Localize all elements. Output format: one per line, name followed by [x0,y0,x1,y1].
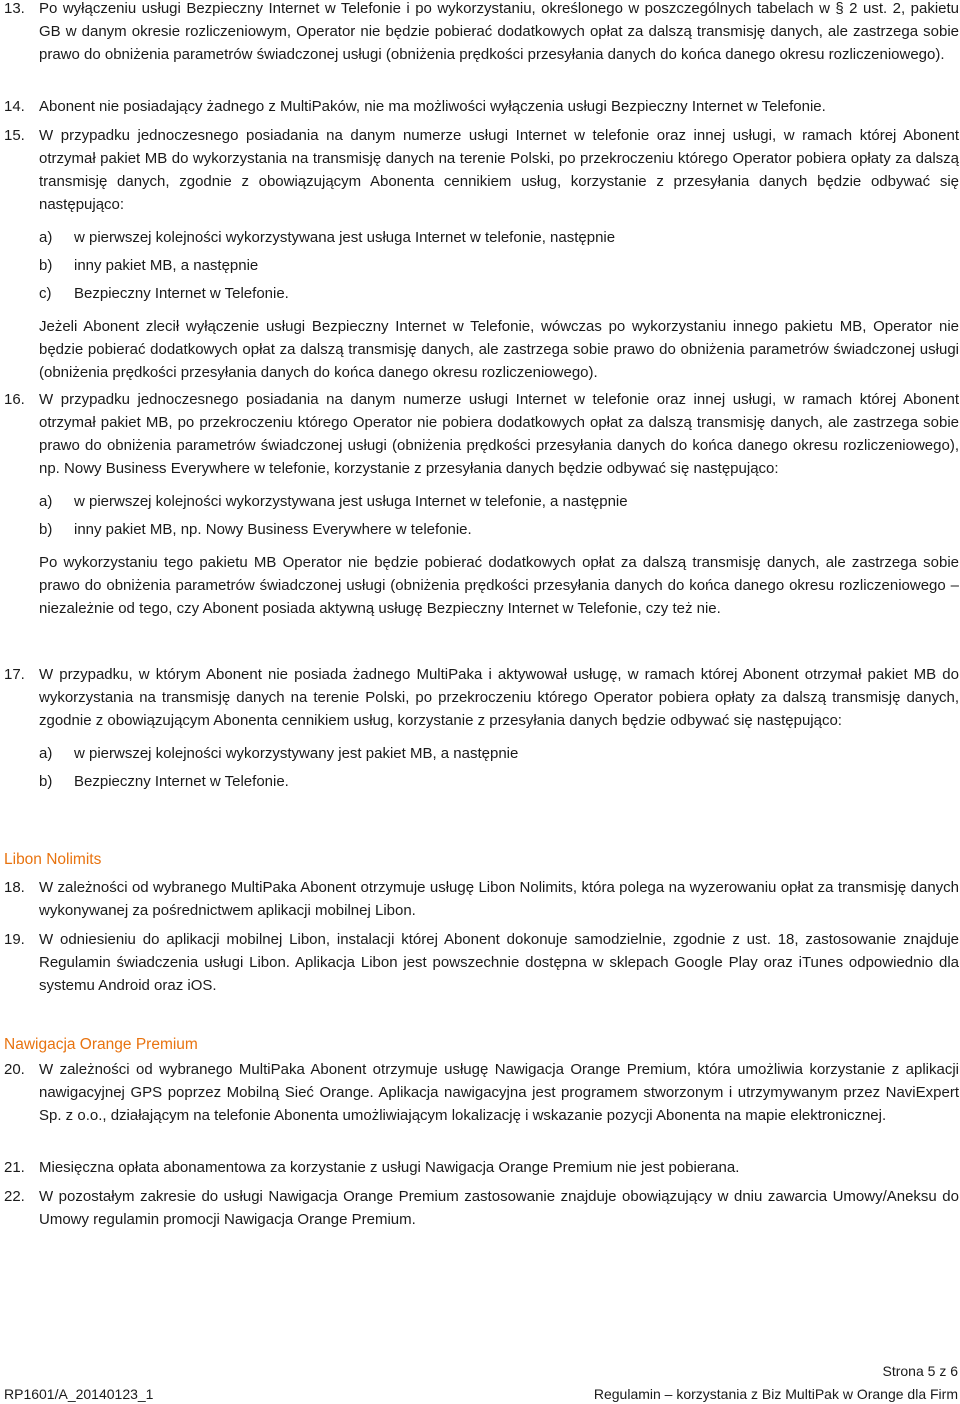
item-text: Miesięczna opłata abonamentowa za korzystanie z usługi Nawigacja Orange Premium nie jest pobierana. [39,1159,740,1176]
item-number: 13. [4,0,25,17]
item-followup-text: Po wykorzystaniu tego pakietu MB Operator nie będzie pobierać dodatkowych opłat za dalszą transmisję danych, ale zastrzega sobie prawo do obniżenia parametrów świadczonej usługi (obniżenia prędkości przesyłania danych do końca danego okresu rozliczeniowego – niezależnie od tego, czy Abonent posiada aktywną usługę Bezpieczny Internet w Telefonie, czy też nie. [39,554,959,617]
item-number: 16. [4,391,25,408]
paragraph-14 [4,95,959,118]
item-followup-text: Jeżeli Abonent zlecił wyłączenie usługi Bezpieczny Internet w Telefonie, wówczas po wykorzystaniu innego pakietu MB, Operator nie będzie pobierać dodatkowych opłat za dalszą transmisję danych, ale zastrzega sobie prawo do obniżenia parametrów świadczonej usługi (obniżenia prędkości przesyłania danych do końca danego okresu rozliczeniowego). [39,318,959,381]
document-code: RP1601/A_20140123_1 [4,1386,154,1402]
item-number: 22. [4,1188,25,1205]
paragraph-13 [4,0,959,66]
item-text: Abonent nie posiadający żadnego z MultiPaków, nie ma możliwości wyłączenia usługi Bezpieczny Internet w Telefonie. [39,98,826,115]
section-heading-libon: Libon Nolimits [4,851,102,868]
item-number: 19. [4,931,25,948]
subitem-a [39,226,959,249]
item-text: W pozostałym zakresie do usługi Nawigacja Orange Premium zastosowanie znajduje obowiązujący w dniu zawarcia Umowy/Aneksu do Umowy regulamin promocji Nawigacja Orange Premium. [39,1188,959,1228]
paragraph-18 [4,876,959,922]
subitem-a [39,742,959,765]
subitem-text: Bezpieczny Internet w Telefonie. [74,773,289,790]
subitem-b [39,518,959,541]
subitem-b [39,254,959,277]
subitem-text: w pierwszej kolejności wykorzystywana jest usługa Internet w telefonie, następnie [74,229,616,246]
item-text: W przypadku jednoczesnego posiadania na danym numerze usługi Internet w telefonie oraz innej usługi, w ramach której Abonent otrzymał pakiet MB, po przekroczeniu którego Operator nie pobiera dodatkowych opłat za dalszą transmisję danych, ale zastrzega sobie prawo do obniżenia parametrów świadczonej usługi (obniżenia prędkości przesyłania danych do końca danego okresu rozliczeniowego), np. Nowy Business Everywhere w telefonie, korzystanie z przesyłania danych będzie odbywać się następująco: [39,391,959,477]
item-number: 15. [4,127,25,144]
subitem-letter: a) [39,493,53,510]
item-text: W przypadku jednoczesnego posiadania na danym numerze usługi Internet w telefonie oraz innej usługi, w ramach której Abonent otrzymał pakiet MB do wykorzystania na transmisję danych na terenie Polski, po przekroczeniu którego Operator pobiera opłaty za dalszą transmisję danych, zgodnie z obowiązującym Abonenta cennikiem usług, korzystanie z przesyłania danych będzie odbywać się następująco: [39,127,959,213]
item-text: W przypadku, w którym Abonent nie posiada żadnego MultiPaka i aktywował usługę, w ramach której Abonent otrzymał pakiet MB do wykorzystania na transmisję danych na terenie Polski, po przekroczeniu którego Operator pobiera opłaty za dalszą transmisję danych, zgodnie z obowiązującym Abonenta cennikiem usług, korzystanie z przesyłania danych będzie odbywać się następująco: [39,666,959,729]
subitem-letter: c) [39,285,52,302]
paragraph-21 [4,1156,959,1179]
item-text: W zależności od wybranego MultiPaka Abonent otrzymuje usługę Libon Nolimits, która polega na wyzerowaniu opłat za transmisję danych wykonywanej za pośrednictwem aplikacji mobilnej Libon. [39,879,959,919]
paragraph-16 [4,388,959,620]
subitem-letter: a) [39,745,53,762]
document-title: Regulamin – korzystania z Biz MultiPak w Orange dla Firm [593,1386,958,1402]
paragraph-19 [4,928,959,997]
subitem-letter: a) [39,229,53,246]
item-number: 21. [4,1159,25,1176]
item-number: 17. [4,666,25,683]
subitem-text: w pierwszej kolejności wykorzystywany jest pakiet MB, a następnie [74,745,519,762]
subitem-text: inny pakiet MB, a następnie [74,257,259,274]
subitem-letter: b) [39,521,53,538]
subitem-text: Bezpieczny Internet w Telefonie. [74,285,289,302]
item-number: 20. [4,1061,25,1078]
subitem-letter: b) [39,773,53,790]
subitem-text: inny pakiet MB, np. Nowy Business Everywhere w telefonie. [74,521,472,538]
paragraph-22 [4,1185,959,1231]
paragraph-15 [4,124,959,384]
section-heading-nawigacja: Nawigacja Orange Premium [4,1036,198,1053]
paragraph-20 [4,1058,959,1127]
item-text: W zależności od wybranego MultiPaka Abonent otrzymuje usługę Nawigacja Orange Premium, która umożliwia korzystanie z aplikacji nawigacyjnej GPS poprzez Mobilną Sieć Orange. Aplikacja nawigacyjna jest programem stworzonym i utrzymywanym przez NaviExpert Sp. z o.o., działającym na telefonie Abonenta umożliwiającym lokalizację i wskazanie pozycji Abonenta na mapie elektronicznej. [39,1061,959,1124]
subitem-b [39,770,959,793]
subitem-a [39,490,959,513]
item-text: Po wyłączeniu usługi Bezpieczny Internet w Telefonie i po wykorzystaniu, określonego w poszczególnych tabelach w § 2 ust. 2, pakietu GB w danym okresie rozliczeniowym, Operator nie będzie pobierać dodatkowych opłat za dalszą transmisję danych, ale zastrzega sobie prawo do obniżenia parametrów świadczonej usługi (obniżenia prędkości przesyłania danych do końca danego okresu rozliczeniowego). [39,0,959,63]
subitem-text: w pierwszej kolejności wykorzystywana jest usługa Internet w telefonie, a następnie [74,493,628,510]
paragraph-17 [4,663,959,793]
item-number: 18. [4,879,25,896]
subitem-c [39,282,959,305]
item-number: 14. [4,98,25,115]
subitem-letter: b) [39,257,53,274]
page-number: Strona 5 z 6 [882,1363,958,1379]
item-text: W odniesieniu do aplikacji mobilnej Libon, instalacji której Abonent dokonuje samodzielnie, zgodnie z ust. 18, zastosowanie znajduje Regulamin świadczenia usługi Libon. Aplikacja Libon jest powszechnie dostępna w sklepach Google Play oraz iTunes odpowiednio dla systemu Android oraz iOS. [39,931,959,994]
